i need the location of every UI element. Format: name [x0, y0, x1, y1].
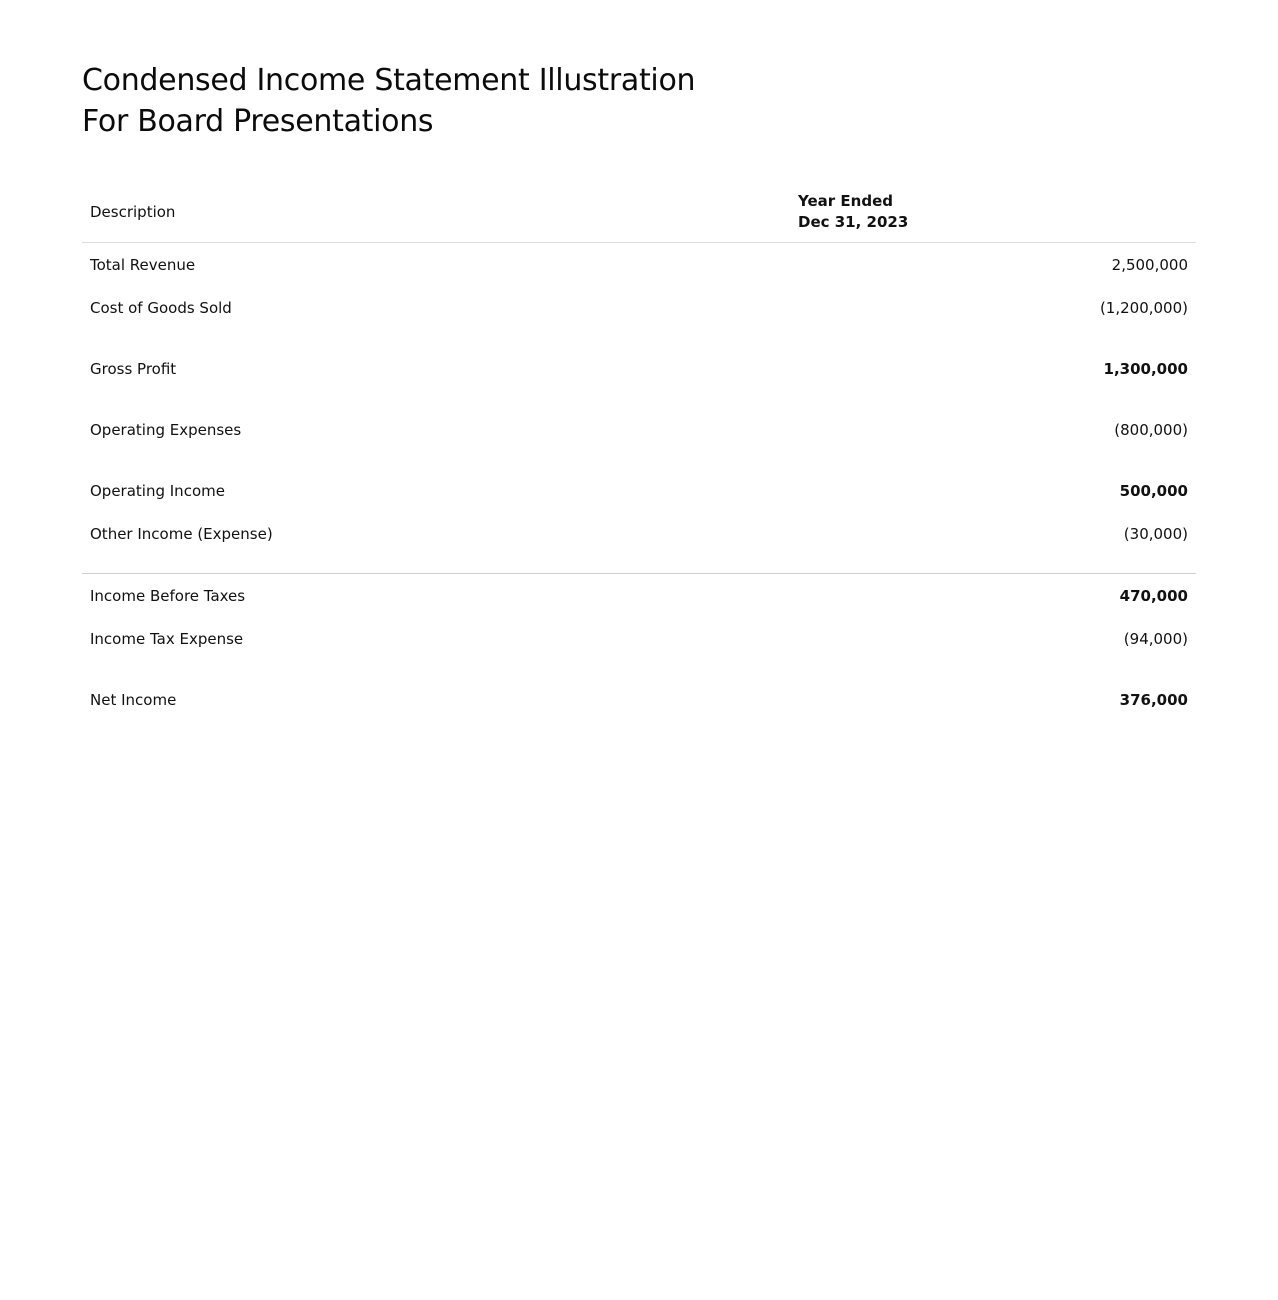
column-header-description: Description — [82, 182, 790, 243]
row-label: Income Before Taxes — [90, 586, 246, 605]
title-line-2: For Board Presentations — [82, 104, 434, 139]
column-header-period — [790, 182, 1196, 243]
row-value: (30,000) — [1123, 524, 1188, 543]
table-row-net-income — [82, 678, 1196, 721]
row-label: Operating Income — [90, 481, 225, 500]
table-row — [82, 617, 1196, 660]
spacer-row — [82, 451, 1196, 469]
row-label: Cost of Goods Sold — [90, 298, 232, 317]
row-value: (1,200,000) — [1099, 298, 1188, 317]
table-row — [82, 512, 1196, 555]
row-value: 376,000 — [1119, 690, 1188, 709]
income-statement-page — [82, 60, 1196, 709]
row-label: Other Income (Expense) — [90, 524, 273, 543]
spacer-row — [82, 329, 1196, 347]
row-value: (800,000) — [1114, 420, 1188, 439]
row-value: (94,000) — [1123, 629, 1188, 648]
row-label: Operating Expenses — [90, 420, 242, 439]
separator-row — [82, 555, 1196, 574]
spacer-row — [82, 390, 1196, 408]
row-value: 1,300,000 — [1103, 359, 1188, 378]
table-row — [82, 243, 1196, 286]
table-row — [82, 286, 1196, 329]
table-header-row — [82, 182, 1196, 243]
income-statement-table — [82, 182, 1196, 721]
table-row-subtotal — [82, 347, 1196, 390]
row-label: Gross Profit — [90, 359, 177, 378]
spacer-row — [82, 660, 1196, 678]
title-line-1: Condensed Income Statement Illustration — [82, 63, 696, 98]
period-date: Dec 31, 2023 — [798, 213, 909, 231]
period-label: Year Ended — [798, 192, 893, 210]
table-row-subtotal — [82, 574, 1196, 618]
row-label: Income Tax Expense — [90, 629, 244, 648]
row-label: Net Income — [90, 690, 177, 709]
row-label: Total Revenue — [90, 255, 196, 274]
row-value: 470,000 — [1119, 586, 1188, 605]
row-value: 2,500,000 — [1111, 255, 1188, 274]
table-row-subtotal — [82, 469, 1196, 512]
table-row — [82, 408, 1196, 451]
row-value: 500,000 — [1119, 481, 1188, 500]
page-title — [82, 60, 1196, 142]
